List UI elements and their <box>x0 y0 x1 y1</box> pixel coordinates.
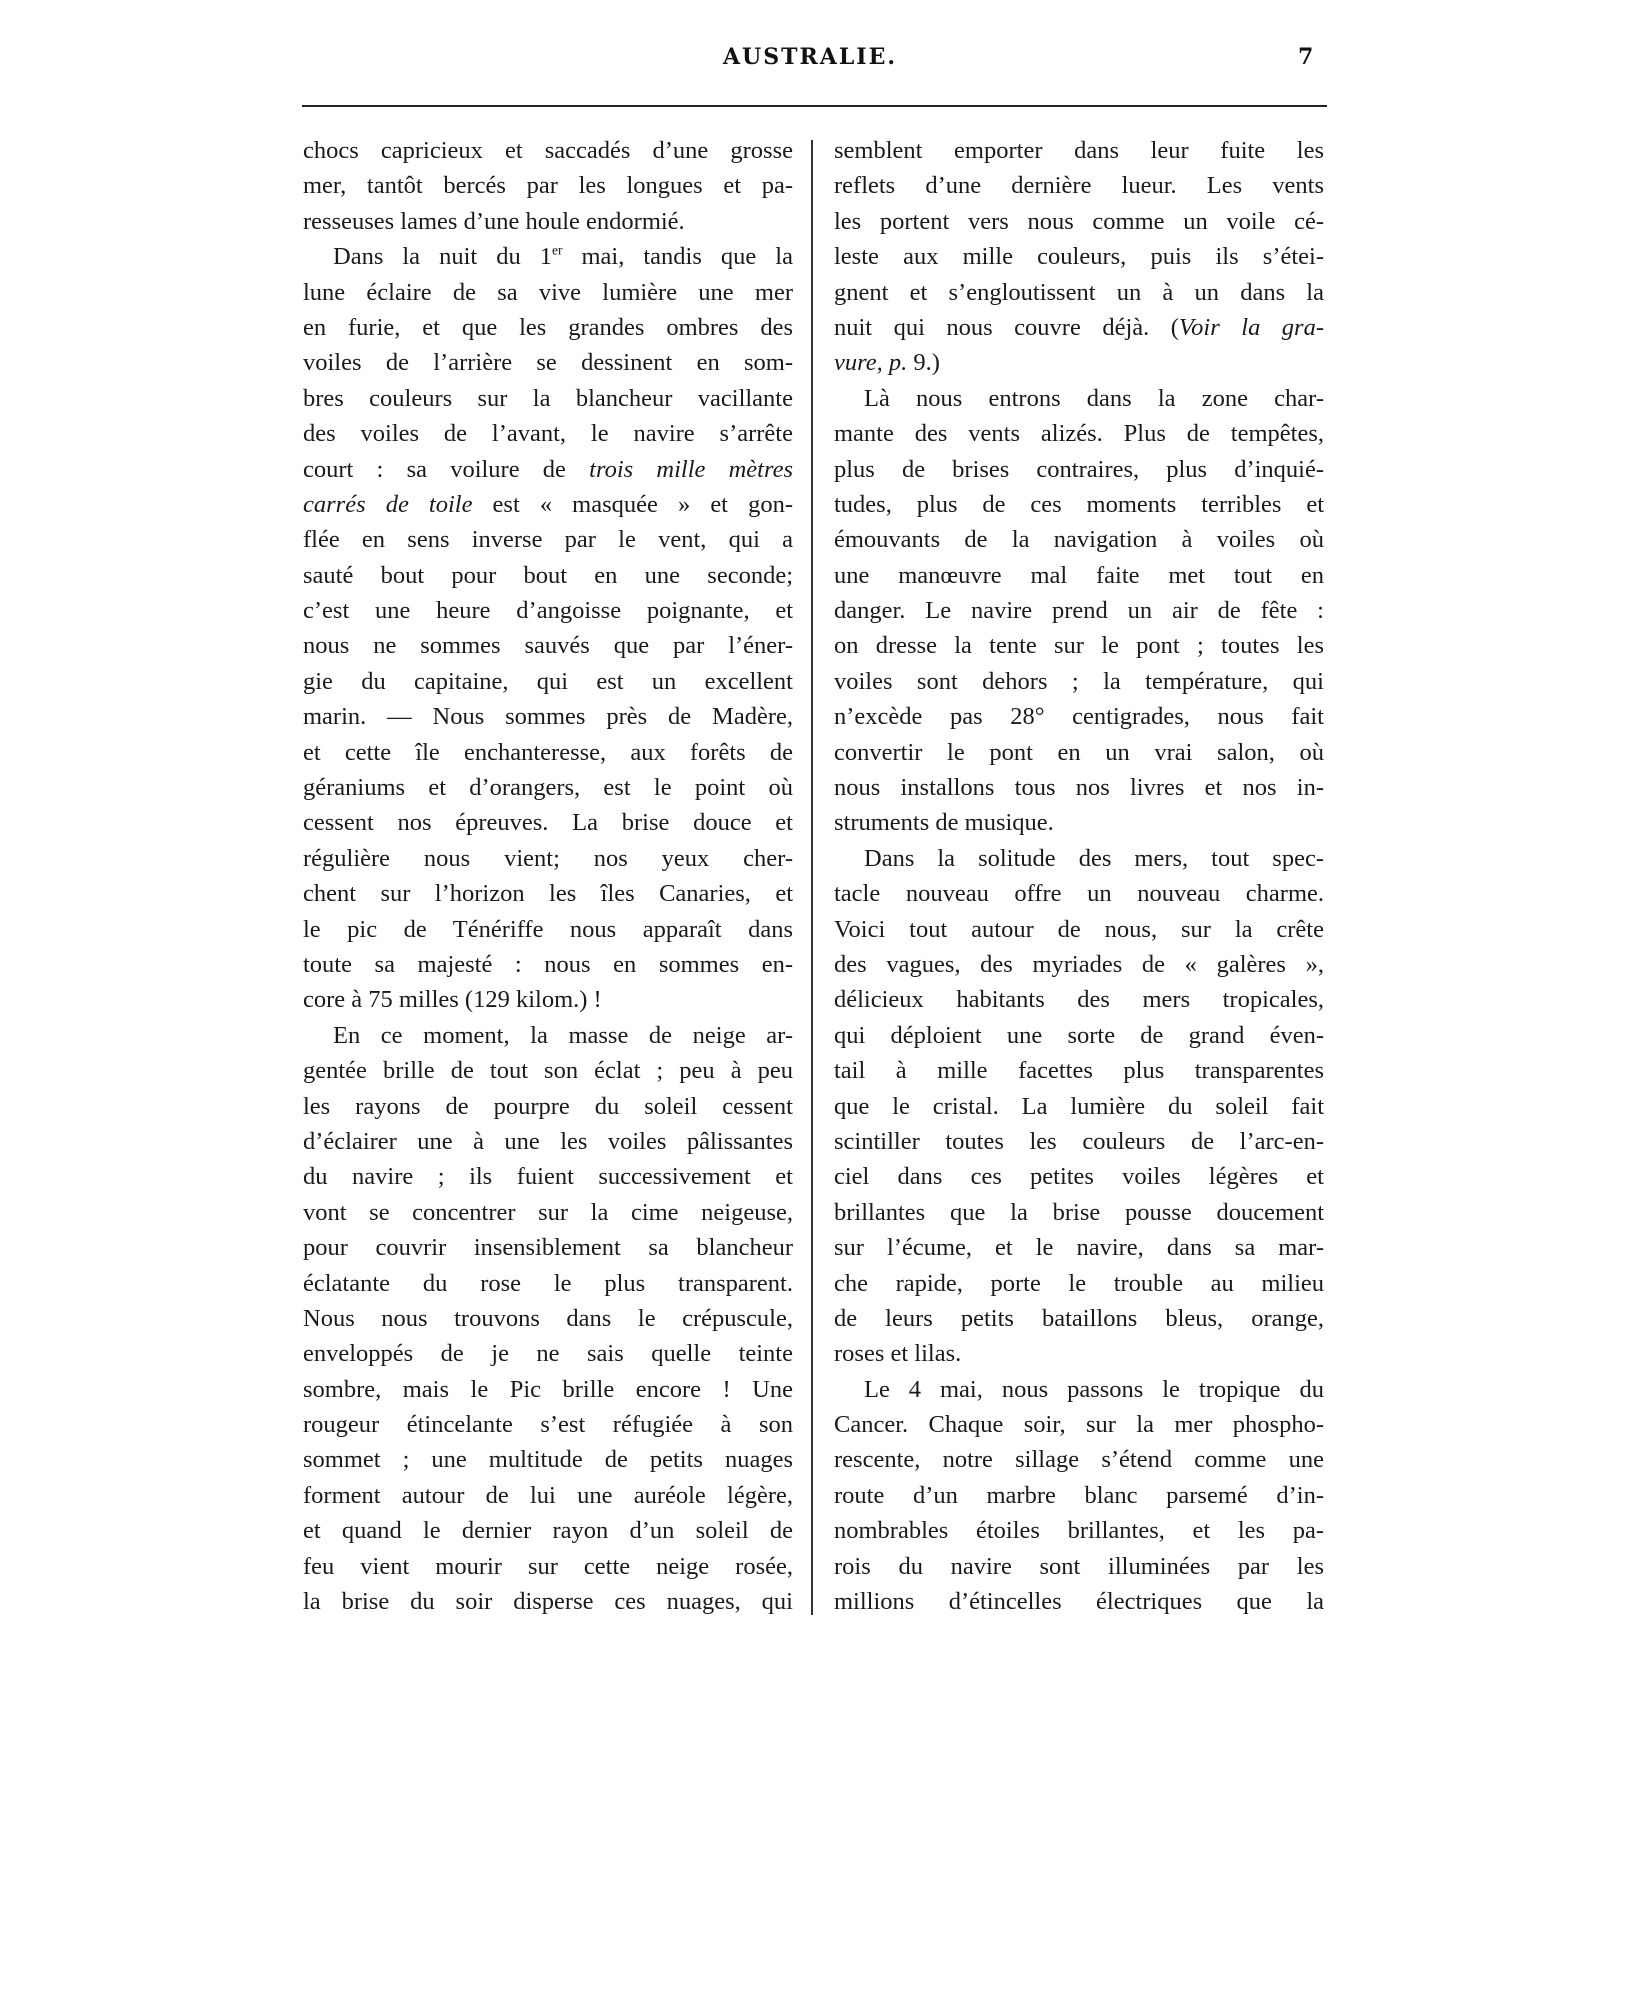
text-line: Voici tout autour de nous, sur la crête <box>834 915 1324 943</box>
text-line: court : sa voilure de trois mille mètres <box>303 455 794 483</box>
text-line: sur l’écume, et le navire, dans sa mar- <box>834 1234 1324 1262</box>
running-title: AUSTRALIE. <box>722 44 898 70</box>
text-line: gnent et s’engloutissent un à un dans la <box>834 278 1324 306</box>
text-line: des voiles de l’avant, le navire s’arrête <box>303 420 793 448</box>
text-line: sommet ; une multitude de petits nuages <box>303 1446 793 1474</box>
text-line: cessent nos épreuves. La brise douce et <box>303 809 793 837</box>
text-line: resseuses lames d’une houle endormié. <box>303 207 685 235</box>
text-line: nous installons tous nos livres et nos in- <box>834 774 1324 802</box>
text-line: ciel dans ces petites voiles légères et <box>834 1163 1324 1191</box>
text-line: vont se concentrer sur la cime neigeuse, <box>303 1198 793 1226</box>
text-line: n’excède pas 28° centigrades, nous fait <box>834 703 1324 731</box>
text-line: brillantes que la brise pousse doucement <box>834 1198 1324 1226</box>
text-line: on dresse la tente sur le pont ; toutes les <box>834 632 1324 660</box>
text-line: délicieux habitants des mers tropicales, <box>834 986 1324 1014</box>
text-line: d’éclairer une à une les voiles pâlissantes <box>303 1127 793 1155</box>
text-line: mante des vents alizés. Plus de tempêtes, <box>834 420 1324 448</box>
text-line: gentée brille de tout son éclat ; peu à peu <box>303 1057 793 1085</box>
column-divider <box>811 140 813 1615</box>
text-line: rougeur étincelante s’est réfugiée à son <box>303 1411 793 1439</box>
text-line: régulière nous vient; nos yeux cher- <box>303 844 793 872</box>
text-line: pour couvrir insensiblement sa blancheur <box>303 1234 793 1262</box>
text-line: géraniums et d’orangers, est le point où <box>303 774 793 802</box>
text-line: nous ne sommes sauvés que par l’éner- <box>303 632 793 660</box>
text-line: bres couleurs sur la blancheur vacillante <box>303 384 793 412</box>
text-line: les portent vers nous comme un voile cé- <box>834 207 1324 235</box>
text-line: millions d’étincelles électriques que la <box>834 1588 1324 1616</box>
text-line: sauté bout pour bout en une seconde; <box>303 561 793 589</box>
text-line: forment autour de lui une auréole légère, <box>303 1481 793 1509</box>
text-line: tudes, plus de ces moments terribles et <box>834 490 1324 518</box>
text-line: le pic de Ténériffe nous apparaît dans <box>303 915 793 943</box>
text-line: chocs capricieux et saccadés d’une grosse <box>303 137 793 164</box>
text-line: c’est une heure d’angoisse poignante, et <box>303 597 793 625</box>
text-line: chent sur l’horizon les îles Canaries, et <box>303 880 793 908</box>
text-line: semblent emporter dans leur fuite les <box>834 137 1324 164</box>
text-line: En ce moment, la masse de neige ar- <box>333 1021 793 1049</box>
text-line: scintiller toutes les couleurs de l’arc-en- <box>834 1127 1324 1155</box>
text-line: et cette île enchanteresse, aux forêts de <box>303 738 793 766</box>
text-line: tacle nouveau offre un nouveau charme. <box>834 880 1324 908</box>
text-line: en furie, et que les grandes ombres des <box>303 313 793 341</box>
text-line: struments de musique. <box>834 809 1054 837</box>
text-line: Dans la solitude des mers, tout spec- <box>864 844 1324 872</box>
text-line: convertir le pont en un vrai salon, où <box>834 738 1324 766</box>
text-line: che rapide, porte le trouble au milieu <box>834 1269 1324 1297</box>
text-line: Là nous entrons dans la zone char- <box>864 384 1324 412</box>
text-line: feu vient mourir sur cette neige rosée, <box>303 1552 793 1580</box>
text-line: toute sa majesté : nous en sommes en- <box>303 950 793 978</box>
text-line: rois du navire sont illuminées par les <box>834 1552 1324 1580</box>
text-line: une manœuvre mal faite met tout en <box>834 561 1324 589</box>
text-line: reflets d’une dernière lueur. Les vents <box>834 172 1324 200</box>
text-line: roses et lilas. <box>834 1340 962 1368</box>
text-line: des vagues, des myriades de « galères », <box>834 950 1324 978</box>
text-line: Dans la nuit du 1er mai, tandis que la <box>333 242 793 271</box>
text-line: vure, p. 9.) <box>834 349 940 377</box>
text-line: flée en sens inverse par le vent, qui a <box>303 526 793 554</box>
text-line: et quand le dernier rayon d’un soleil de <box>303 1517 793 1545</box>
text-line: danger. Le navire prend un air de fête : <box>834 597 1324 625</box>
text-line: core à 75 milles (129 kilom.) ! <box>303 986 602 1014</box>
text-line: les rayons de pourpre du soleil cessent <box>303 1092 793 1120</box>
text-line: nombrables étoiles brillantes, et les pa- <box>834 1517 1324 1545</box>
text-line: route d’un marbre blanc parsemé d’in- <box>834 1481 1324 1509</box>
page-number: 7 <box>1298 44 1314 70</box>
text-line: mer, tantôt bercés par les longues et pa- <box>303 172 793 200</box>
text-line: leste aux mille couleurs, puis ils s’étei- <box>834 243 1324 271</box>
text-line: Le 4 mai, nous passons le tropique du <box>864 1375 1324 1403</box>
text-line: émouvants de la navigation à voiles où <box>834 526 1324 554</box>
text-line: Nous nous trouvons dans le crépuscule, <box>303 1304 793 1332</box>
text-line: rescente, notre sillage s’étend comme une <box>834 1446 1324 1474</box>
text-line: plus de brises contraires, plus d’inquié- <box>834 455 1324 483</box>
text-line: nuit qui nous couvre déjà. (Voir la gra- <box>834 313 1324 341</box>
text-line: sombre, mais le Pic brille encore ! Une <box>303 1375 793 1403</box>
text-line: carrés de toile est « masquée » et gon- <box>303 490 793 518</box>
text-line: la brise du soir disperse ces nuages, qui <box>303 1588 793 1616</box>
header-rule <box>302 105 1327 107</box>
text-line: gie du capitaine, qui est un excellent <box>303 667 793 695</box>
text-line: lune éclaire de sa vive lumière une mer <box>303 278 793 306</box>
text-line: éclatante du rose le plus transparent. <box>303 1269 793 1297</box>
text-line: que le cristal. La lumière du soleil fait <box>834 1092 1324 1120</box>
text-line: enveloppés de je ne sais quelle teinte <box>303 1340 793 1368</box>
text-line: marin. — Nous sommes près de Madère, <box>303 703 793 731</box>
text-line: du navire ; ils fuient successivement et <box>303 1163 793 1191</box>
text-line: Cancer. Chaque soir, sur la mer phospho- <box>834 1411 1324 1439</box>
text-column-right <box>834 133 1324 1619</box>
text-line: voiles de l’arrière se dessinent en som- <box>303 349 793 377</box>
text-line: de leurs petits bataillons bleus, orange, <box>834 1304 1324 1332</box>
text-line: tail à mille facettes plus transparentes <box>834 1057 1324 1085</box>
text-line: qui déploient une sorte de grand éven- <box>834 1021 1324 1049</box>
text-line: voiles sont dehors ; la température, qui <box>834 667 1324 695</box>
text-column-left <box>303 133 793 1619</box>
